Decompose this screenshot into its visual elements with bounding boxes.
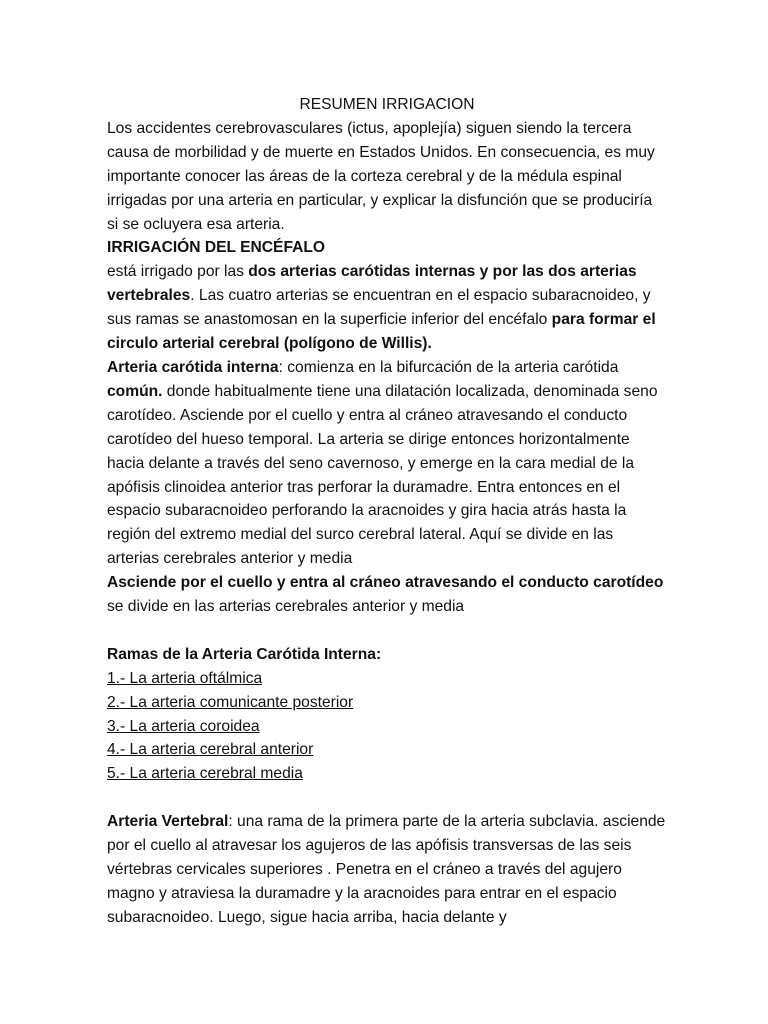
carotid-text-1: : comienza en la bifurcación de la arteria carótida bbox=[278, 358, 619, 376]
summary-plain-line: se divide en las arterias cerebrales anterior y media bbox=[107, 598, 465, 616]
intro-paragraph: Los accidentes cerebrovasculares (ictus, apoplejía) siguen siendo la tercera causa de morbilidad y de muerte en Estados Unidos. En consecuencia, es muy importante conocer las áreas de la corteza cerebral y de la médula espinal irrigadas por una arteria en particular, y explicar la disfunción que se produciría si se ocluyera esa arteria. bbox=[107, 119, 655, 233]
vertebral-text: : una rama de la primera parte de la arteria subclavia. asciende por el cuello al atravesar los agujeros de las apófisis transversas de las seis vértebras cervicales superiores . Penetra en el cráneo a través del agujero magno y atraviesa la duramadre y la aracnoides para entrar en el espacio subaracnoideo. Luego, sigue hacia arriba, hacia delante y bbox=[107, 813, 666, 926]
document-title: RESUMEN IRRIGACION bbox=[299, 96, 475, 113]
summary-bold-line: Asciende por el cuello y entra al cráneo atravesando el conducto carotídeo bbox=[107, 574, 664, 592]
carotid-bold-1: común. bbox=[107, 382, 163, 400]
branches-heading: Ramas de la Arteria Carótida Interna: bbox=[107, 645, 382, 663]
vertebral-label: Arteria Vertebral bbox=[107, 813, 229, 831]
section-heading-irrigacion: IRRIGACIÓN DEL ENCÉFALO bbox=[107, 239, 326, 257]
branch-item: 3.- La arteria coroidea bbox=[107, 717, 260, 735]
carotid-label: Arteria carótida interna bbox=[107, 358, 279, 376]
branch-item: 5.- La arteria cerebral media bbox=[107, 765, 303, 783]
branch-item: 1.- La arteria oftálmica bbox=[107, 669, 263, 687]
irrigacion-text-1: está irrigado por las bbox=[107, 263, 249, 281]
irrigacion-bold-1: dos arterias carótidas internas y por las dos arterias vertebrales bbox=[107, 263, 637, 305]
irrigacion-text-2: . Las cuatro arterias se encuentran en el espacio subaracnoideo, y sus ramas se anastomosan en la superficie inferior del encéfalo bbox=[107, 287, 651, 329]
branch-item: 4.- La arteria cerebral anterior bbox=[107, 741, 314, 759]
branch-item: 2.- La arteria comunicante posterior bbox=[107, 693, 354, 711]
spacer bbox=[107, 786, 667, 810]
carotid-text-2: donde habitualmente tiene una dilatación localizada, denominada seno carotídeo. Asciende por el cuello y entra al cráneo atravesando el conducto carotídeo del hueso temporal. La arteria se dirige entonces horizontalmente hacia delante a través del seno cavernoso, y emerge en la cara medial de la apófisis clinoidea anterior tras perforar la duramadre. Entra entonces en el espacio subaracnoideo perforando la aracnoides y gira hacia atrás hasta la región del extremo medial del surco cerebral lateral. Aquí se divide en las arterias cerebrales anterior y media bbox=[107, 382, 658, 568]
vertebral-paragraph bbox=[107, 810, 667, 930]
carotid-paragraph bbox=[107, 356, 667, 571]
spacer bbox=[107, 619, 667, 643]
document-page bbox=[107, 93, 667, 930]
irrigacion-bold-2: para formar el circulo arterial cerebral (polígono de Willis). bbox=[107, 311, 656, 353]
irrigacion-paragraph bbox=[107, 260, 667, 356]
